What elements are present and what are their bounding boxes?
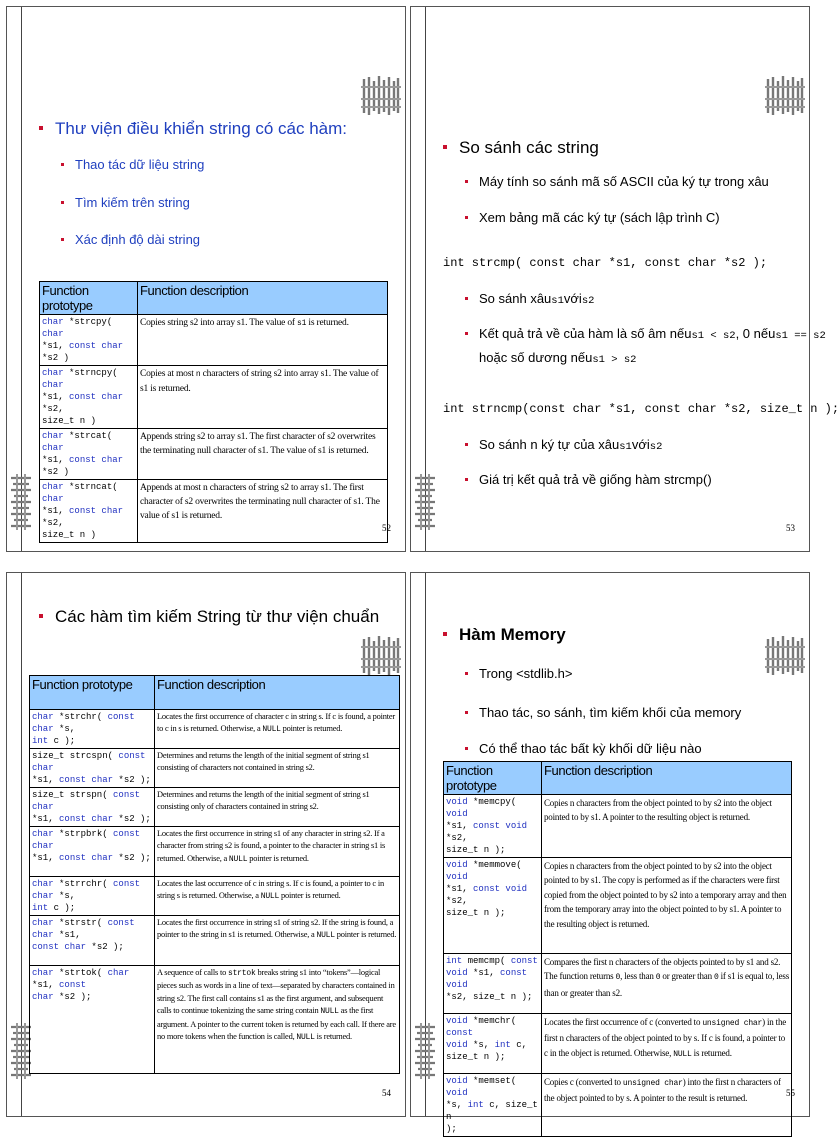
decorative-grid-icon xyxy=(361,75,401,115)
bullet-item: Có thể thao tác bất kỳ khối dữ liệu nào xyxy=(465,741,702,756)
bullet-item: Thao tác, so sánh, tìm kiếm khối của memory xyxy=(465,705,741,720)
bullet-item: Thao tác dữ liệu string xyxy=(61,157,204,172)
function-table xyxy=(39,281,388,543)
decorative-grid-icon xyxy=(765,75,805,115)
table-header: Function prototype xyxy=(40,282,138,315)
slide-title: Thư viện điều khiển string có các hàm: xyxy=(39,119,347,139)
table-row: void *memchr( const void *s, int c, size_t n ); Locates the first occurrence of c (converted to unsigned char) in the first n characters of the object pointed to by s. If c is found, a pointer to c in the object is returned. Otherwise, NULL is returned. xyxy=(444,1014,792,1074)
slide-53 xyxy=(410,6,839,552)
page-number: 52 xyxy=(382,523,391,533)
page-number: 55 xyxy=(786,1088,795,1098)
decorative-stack-icon xyxy=(413,474,437,530)
page-number: 54 xyxy=(382,1088,391,1098)
table-row: void *memmove( void *s1, const void *s2, size_t n ); Copies n characters from the object pointed to by s2 into the object pointed to by s1. The copy is performed as if the characters were first copied from the object pointed to by s2 into a temporary array and then from the temporary array into the object pointed to by s1. A pointer to the resulting object is returned. xyxy=(444,858,792,954)
bullet-item: Máy tính so sánh mã số ASCII của ký tự trong xâu xyxy=(465,174,769,189)
decorative-stack-icon xyxy=(413,1023,437,1079)
decorative-grid-icon xyxy=(765,635,805,675)
bullet-item: Tìm kiếm trên string xyxy=(61,195,190,210)
table-row: char *strrchr( const char *s, int c ); Locates the last occurrence of c in string s. If c is found, a pointer to c in string s is returned. Otherwise, a NULL pointer is returned. xyxy=(30,877,400,916)
bullet-item: So sánh xâu s1 với s2 xyxy=(465,291,594,307)
slide-55 xyxy=(410,572,810,1134)
slide-54 xyxy=(6,572,406,1117)
left-rule xyxy=(21,7,22,551)
slide-title: So sánh các string xyxy=(443,138,599,158)
slide-52 xyxy=(6,6,406,552)
code-line: int strncmp(const char *s1, const char *s2, size_t n ); xyxy=(443,402,839,416)
table-row: char *strtok( char *s1, const char *s2 ); A sequence of calls to strtok breaks string s1 into “tokens”—logical pieces such as words in a line of text—separated by characters contained in string s2. The first call contains s1 as the first argument, and subsequent calls to continue tokenizing the same string contain NULL as the first argument. A pointer to the current token is returned by each call. If there are no more tokens when the function is called, NULL is returned. xyxy=(30,966,400,1074)
bullet-item-continued: hoặc số dương nếu s1 > s2 xyxy=(479,350,637,366)
page-number: 53 xyxy=(786,523,795,533)
table-row: char *strncpy( char *s1, const char *s2, size_t n ) Copies at most n characters of string s2 into array s1. The value of s1 is returned. xyxy=(40,366,388,429)
table-header: Function prototype xyxy=(30,676,155,710)
table-row: char *strpbrk( const char *s1, const char *s2 ); Locates the first occurrence in string s1 of any character in string s2. If a character from string s2 is found, a pointer to the character in string s1 is returned. Otherwise, a NULL pointer is returned. xyxy=(30,827,400,877)
code-line: int strcmp( const char *s1, const char *s2 ); xyxy=(443,256,768,270)
function-table xyxy=(443,761,792,1137)
bullet-item: Xác định độ dài string xyxy=(61,232,200,247)
table-row: void *memcpy( void *s1, const void *s2, size_t n ); Copies n characters from the object pointed to by s2 into the object pointed to by s1. A pointer to the resulting object is returned. xyxy=(444,795,792,858)
table-row: void *memset( void *s, int c, size_t n ); Copies c (converted to unsigned char) into the first n characters of the object pointed to by s. A pointer to the result is returned. xyxy=(444,1074,792,1137)
table-row: char *strcpy( char *s1, const char *s2 ) Copies string s2 into array s1. The value of s1 is returned. xyxy=(40,315,388,366)
bullet-item: Trong <stdlib.h> xyxy=(465,666,572,681)
table-row: char *strcat( char *s1, const char *s2 ) Appends string s2 to array s1. The first character of s2 overwrites the terminating null character of s1. The value of s1 is returned. xyxy=(40,429,388,480)
table-row: char *strncat( char *s1, const char *s2, size_t n ) Appends at most n characters of string s2 to array s1. The first character of s2 overwrites the terminating null character of s1. The value of s1 is returned. xyxy=(40,480,388,543)
bullet-item: So sánh n ký tự của xâu s1 với s2 xyxy=(465,437,662,453)
table-row: char *strchr( const char *s, int c ); Locates the first occurrence of character c in string s. If c is found, a pointer to c in s is returned. Otherwise, a NULL pointer is returned. xyxy=(30,710,400,749)
table-row: size_t strspn( const char *s1, const char *s2 ); Determines and returns the length of the initial segment of string s1 consisting only of characters contained in string s2. xyxy=(30,788,400,827)
table-row: size_t strcspn( const char *s1, const char *s2 ); Determines and returns the length of the initial segment of string s1 consisting of characters not contained in string s2. xyxy=(30,749,400,788)
decorative-grid-icon xyxy=(361,635,401,675)
decorative-stack-icon xyxy=(9,474,33,530)
left-rule xyxy=(425,7,426,551)
table-header: Function description xyxy=(155,676,400,710)
bullet-item: Giá trị kết quả trả về giống hàm strcmp() xyxy=(465,472,712,487)
slide-title: Hàm Memory xyxy=(443,625,566,645)
table-row: int memcmp( const void *s1, const void *s2, size_t n ); Compares the first n characters of the objects pointed to by s1 and s2. The function returns 0, less than 0 or greater than 0 if s1 is equal to, less than or greater than s2. xyxy=(444,954,792,1014)
bullet-item: Xem bảng mã các ký tự (sách lập trình C) xyxy=(465,210,720,225)
slide-title: Các hàm tìm kiếm String từ thư viện chuẩn xyxy=(39,607,379,627)
function-table xyxy=(29,675,400,1074)
table-header: Function description xyxy=(138,282,388,315)
table-header: Function description xyxy=(542,762,792,795)
table-row: char *strstr( const char *s1, const char *s2 ); Locates the first occurrence in string s1 of string s2. If the string is found, a pointer to the string in s1 is returned. Otherwise, a NULL pointer is returned. xyxy=(30,916,400,966)
table-header: Function prototype xyxy=(444,762,542,795)
bullet-item: Kết quả trả về của hàm là số âm nếu s1 < s2 , 0 nếu s1 == s2 xyxy=(465,326,826,342)
